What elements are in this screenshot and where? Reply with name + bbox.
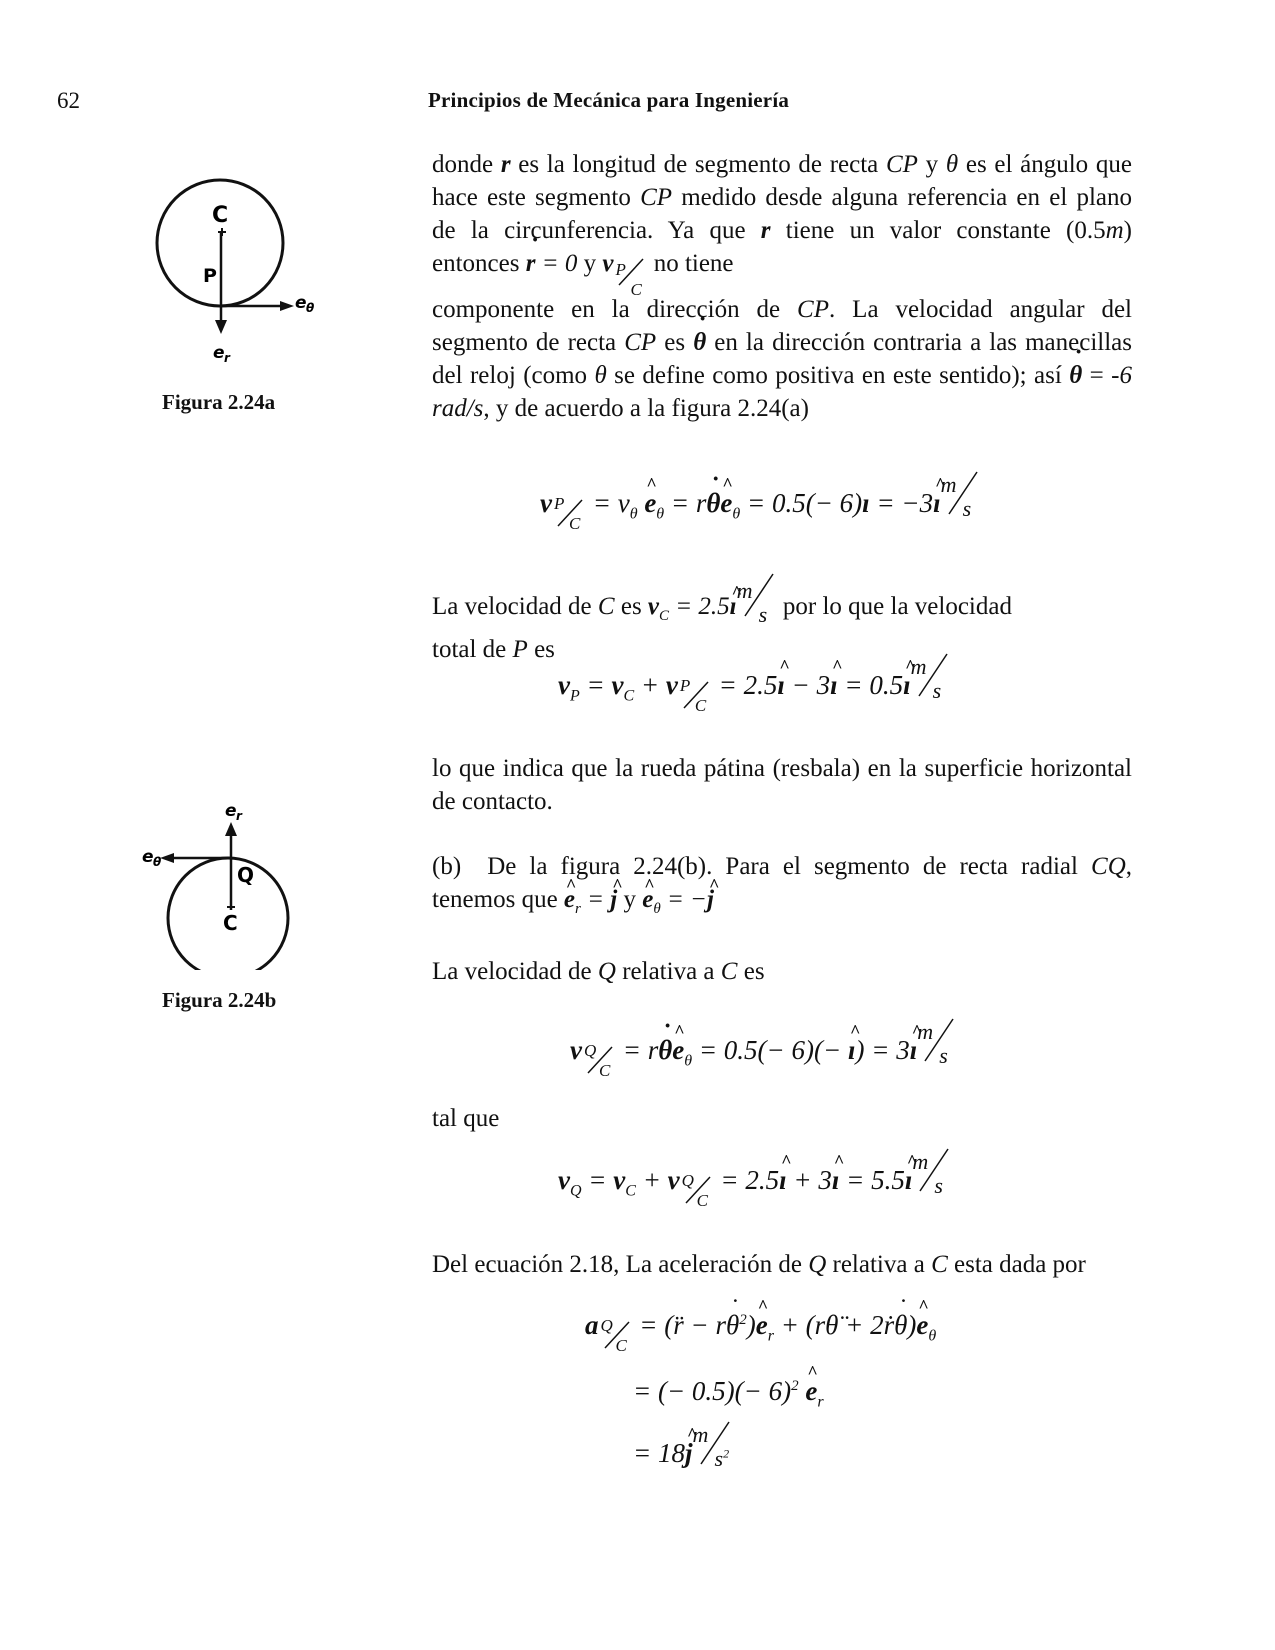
equation-5a: a Q C = (r̈ − r˙ $\theta^2)\^{}$ $e_r$ + (rθ̈ + 2ṙ˙ θ)^ $e_\theta$ — [585, 1310, 936, 1356]
svg-text:r: r — [236, 809, 242, 823]
paragraph-1: donde r es la longitud de segmento de recta CP y θ es el ángulo que hace este segmento CP medido desde alguna referencia en el plano de la circunferencia. Ya que r tiene un valor constante (0.5m) entonces ˙ r = 0 y v P C no tiene componente en la dirección de CP. La velocidad angular del segmento de recta CP es ˙ θ en la dirección contraria a las manecillas del reloj (como θ se define como positiva en este sentido); así ˙ θ = -6 rad/s, y de acuerdo a la figura 2.24(a) — [432, 148, 1132, 458]
paragraph-3: lo que indica que la rueda pátina (resbala) en la superficie horizontal de contacto. — [432, 755, 1132, 815]
label-e-theta-b: e — [142, 847, 154, 867]
page-number: 62 — [57, 88, 80, 113]
paragraph-5: La velocidad de Q relativa a C es — [432, 958, 765, 985]
equation-1: v P C = $v_\theta$ ^ $e_\theta$ = r˙ θ^ $e_\theta = 0.5(-$ 6)ı = −3^ ı m s — [540, 478, 981, 534]
figure-caption-b: Figura 2.24b — [162, 988, 277, 1012]
paragraph-2: La velocidad de C es $v_C$ = 2.5^ ı m s por lo que la velocidad total de P es — [432, 580, 1132, 666]
equation-5c: = 18^ j m $s^2$ — [633, 1428, 733, 1472]
svg-text:r: r — [224, 351, 230, 365]
equation-2: $v_P = v_C + v$ P C = 2.5^ ı − 3^ ı = 0.5^ ı m s — [558, 660, 951, 716]
paragraph-7: Del ecuación 2.18, La aceleración de Q relativa a C esta dada por — [432, 1251, 1086, 1278]
svg-text:θ: θ — [153, 855, 162, 869]
label-e-theta: e — [295, 293, 307, 313]
figure-2-24a — [140, 160, 340, 370]
label-c: C — [212, 203, 229, 228]
equation-4: $v_Q = v_C + v$ Q C = 2.5^ ı + 3^ ı = 5.5^ ı m s — [558, 1155, 952, 1211]
paragraph-4: (b) De la figura 2.24(b). Para el segmento de recta radial CQ, tenemos que ^ $e_r$ = ^ j y ^ $e_\theta$ = −^ j — [432, 850, 1132, 926]
label-e-r: e — [213, 343, 225, 363]
label-c-b: C — [223, 911, 238, 935]
paragraph-6: tal que — [432, 1105, 500, 1132]
equation-3: v Q C = r˙ θ^ $e_\theta = 0.5(- 6)(-$ ^ ı) = 3^ ı m s — [570, 1025, 957, 1081]
label-p: P — [203, 265, 217, 287]
figure-caption-a: Figura 2.24a — [162, 390, 276, 414]
label-q: Q — [237, 863, 255, 887]
equation-5b: = (− $0.5)(- 6)^2$ ^ $e_r$ — [633, 1376, 824, 1411]
label-e-r-b: e — [225, 801, 237, 821]
running-head: Principios de Mecánica para Ingeniería — [428, 88, 790, 112]
svg-text:θ: θ — [306, 301, 315, 315]
figure-2-24b — [140, 790, 340, 970]
